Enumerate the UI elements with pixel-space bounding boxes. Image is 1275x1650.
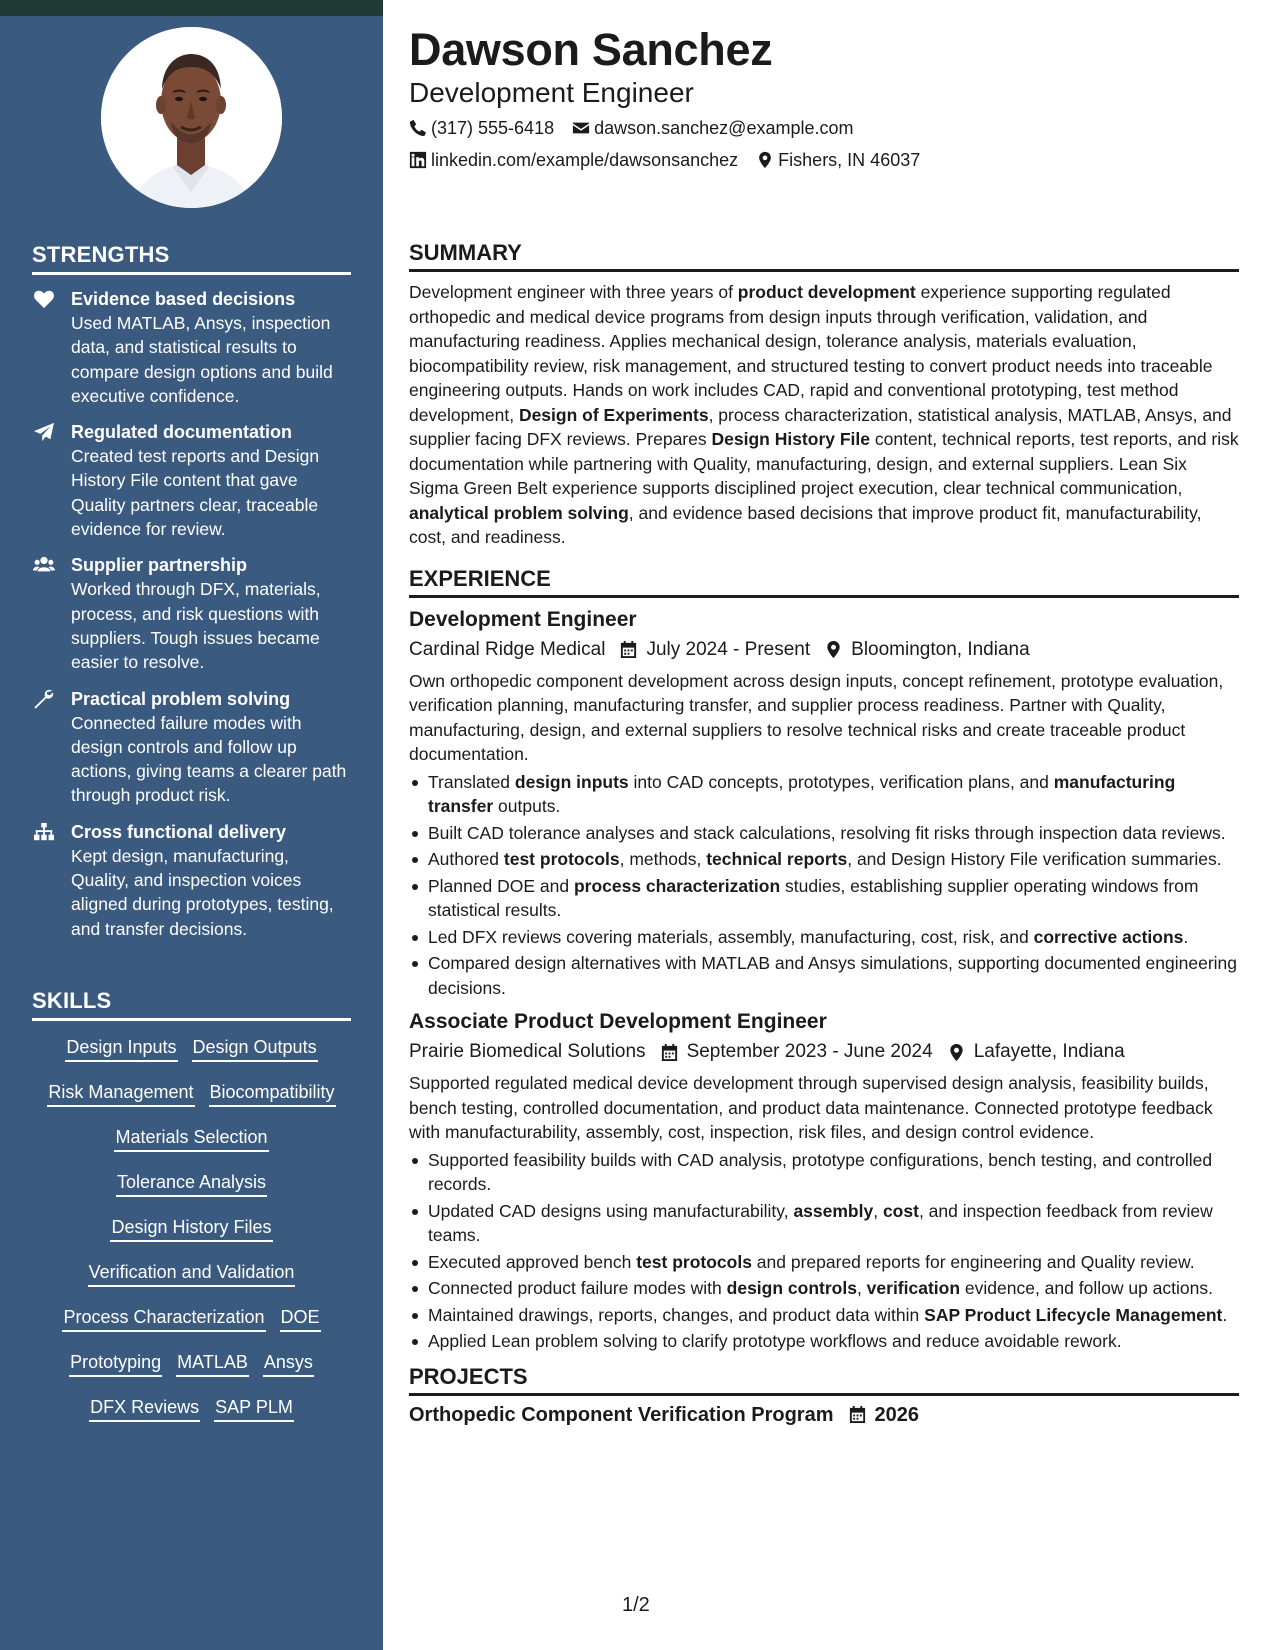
skill-row: [32, 1170, 351, 1215]
emphasis-text: verification: [866, 1278, 961, 1298]
job-location: [824, 637, 1030, 663]
body-text: Applied Lean problem solving to clarify prototype workflows and reduce avoidable rework.: [428, 1331, 1122, 1351]
strength-item: [32, 420, 351, 541]
envelope-icon: [572, 119, 590, 137]
bullet-item: [409, 951, 1239, 1000]
profile-photo: [101, 27, 282, 208]
contact-linkedin[interactable]: [409, 148, 738, 172]
skill-tag: DOE: [280, 1305, 321, 1332]
phone-text: (317) 555-6418: [431, 118, 555, 138]
body-text: outputs.: [493, 796, 561, 816]
map-pin-icon: [824, 640, 843, 659]
projects-heading: PROJECTS: [409, 1364, 1239, 1396]
strengths-section: [32, 242, 351, 941]
bullet-item: [409, 821, 1239, 846]
dates-text: September 2023 - June 2024: [686, 1041, 933, 1062]
calendar-icon: [848, 1405, 867, 1424]
job-description: Own orthopedic component development across design inputs, concept refinement, prototype evaluation, verification planning, manufacturing transfer, and supplier process readiness. Partner with Quality, manufacturing, design, and external suppliers to resolve technical risks and create traceable product documentation.: [409, 670, 1224, 764]
emphasis-text: test protocols: [503, 849, 620, 869]
skill-row: [32, 1215, 351, 1260]
strength-title: Evidence based decisions: [71, 289, 296, 309]
dates-text: July 2024 - Present: [646, 638, 811, 660]
job-title: Development Engineer: [409, 607, 637, 631]
body-text: Compared design alternatives with MATLAB and Ansys simulations, supporting documented engineering decisions.: [428, 953, 1238, 998]
skill-row: [32, 1305, 351, 1350]
main-content: [409, 0, 1239, 1428]
body-text: Supported feasibility builds with CAD analysis, prototype configurations, bench testing, and controlled records.: [428, 1149, 1213, 1194]
sidebar-top-accent: [0, 0, 383, 16]
body-text: Led DFX reviews covering materials, assembly, manufacturing, cost, risk, and: [428, 926, 1034, 947]
strength-description: Connected failure modes with design controls and follow up actions, giving teams a clearer path through product risk.: [71, 712, 347, 806]
strength-item: [32, 687, 351, 808]
skill-tag: Tolerance Analysis: [116, 1170, 267, 1197]
calendar-icon: [619, 640, 638, 659]
candidate-title: Development Engineer: [409, 77, 694, 108]
projects-section: [409, 1364, 1239, 1428]
body-text: , process characterization, statistical analysis, MATLAB, Ansys, and supplier facing DFX reviews. Prepares: [409, 404, 1232, 449]
body-text: Connected product failure modes with: [428, 1278, 727, 1298]
strength-title: Supplier partnership: [71, 555, 248, 576]
emphasis-text: product development: [737, 282, 916, 302]
skill-tag: Biocompatibility: [209, 1080, 336, 1107]
job-description: Supported regulated medical device development through supervised design analysis, feasibility builds, bench testing, controlled documentation, and product data maintenance. Connected prototype feedback with manufacturability, assembly, cost, inspection, risk files, and design control evidence.: [409, 1073, 1213, 1142]
skill-tag: DFX Reviews: [89, 1395, 200, 1422]
summary-text: [409, 280, 1239, 550]
body-text: evidence, and follow up actions.: [960, 1278, 1213, 1298]
skill-tag: Process Characterization: [62, 1305, 265, 1332]
emphasis-text: design inputs: [514, 771, 629, 792]
experience-heading: EXPERIENCE: [409, 566, 1239, 598]
heart-icon: [33, 289, 55, 309]
email-text[interactable]: dawson.sanchez@example.com: [594, 118, 854, 138]
job-meta: [409, 1039, 1239, 1065]
skills-heading: SKILLS: [32, 988, 351, 1021]
bullet-item: [409, 847, 1239, 872]
contact-row: [409, 116, 1239, 140]
job-bullets: [409, 770, 1239, 1001]
body-text: , and evidence based decisions that improve product fit, manufacturability, cost, and readiness.: [409, 502, 1202, 547]
linkedin-text[interactable]: linkedin.com/example/dawsonsanchez: [431, 150, 739, 170]
body-text: and prepared reports for engineering and Quality review.: [751, 1251, 1195, 1272]
job-dates: [619, 637, 810, 663]
bullet-item: [409, 770, 1239, 819]
sidebar: [0, 16, 383, 1650]
body-text: , and Design History File verification summaries.: [847, 849, 1222, 869]
contact-location: [756, 148, 920, 172]
skill-tag: Materials Selection: [114, 1125, 268, 1152]
job-location: [947, 1039, 1125, 1065]
skill-tag: Design Outputs: [192, 1035, 318, 1062]
location-text: Fishers, IN 46037: [778, 150, 921, 170]
project-date: [848, 1402, 920, 1428]
contact-email[interactable]: [572, 116, 853, 140]
job-meta: [409, 637, 1239, 663]
contact-phone: [409, 116, 554, 140]
body-text: Translated: [428, 771, 515, 792]
body-text: experience supporting regulated orthopedic and medical device programs from design inputs through verification, validation, and manufacturing readiness. Applies mechanical design, tolerance analysis, materials evaluation, biocompatibility review, risk management, and structured testing to convert product needs into traceable engineering outputs. Hands on work includes CAD, rapid and conventional prototyping, test method development,: [409, 282, 1213, 425]
bullet-item: [409, 1303, 1239, 1328]
job-entry: [409, 1008, 1239, 1354]
map-pin-icon: [947, 1043, 966, 1062]
strength-title: Regulated documentation: [71, 422, 293, 443]
company-text: Cardinal Ridge Medical: [409, 638, 606, 660]
job-company: [409, 637, 605, 663]
body-text: ,: [873, 1200, 883, 1221]
emphasis-text: Design of Experiments: [518, 404, 709, 425]
candidate-name: Dawson Sanchez: [409, 24, 773, 75]
body-text: Maintained drawings, reports, changes, and product data within: [428, 1304, 925, 1325]
map-pin-icon: [756, 151, 774, 169]
strength-description: Used MATLAB, Ansys, inspection data, and statistical results to compare design options and build executive confidence.: [71, 313, 333, 406]
skill-row: [32, 1080, 351, 1125]
job-dates: [660, 1039, 933, 1065]
skill-tag: Design History Files: [110, 1215, 272, 1242]
emphasis-text: technical reports: [706, 849, 848, 869]
skill-tag: MATLAB: [176, 1350, 249, 1377]
emphasis-text: test protocols: [636, 1251, 752, 1272]
experience-section: [409, 566, 1239, 1354]
skill-tag: Prototyping: [69, 1350, 162, 1377]
body-text: .: [1183, 926, 1189, 947]
strength-item: [32, 287, 351, 408]
calendar-icon: [660, 1043, 679, 1062]
contact-row: [409, 148, 1239, 172]
page-number: 1/2: [622, 1594, 650, 1616]
body-text: ,: [856, 1278, 867, 1298]
strength-description: Kept design, manufacturing, Quality, and inspection voices aligned during prototypes, testing, and transfer decisions.: [71, 845, 334, 939]
strengths-heading: STRENGTHS: [32, 242, 351, 275]
body-text: Updated CAD designs using manufacturability,: [428, 1200, 794, 1221]
body-text: , and inspection feedback from review teams.: [428, 1200, 1213, 1245]
skill-tag: Design Inputs: [65, 1035, 177, 1062]
project-entry: [409, 1402, 1239, 1428]
summary-section: [409, 240, 1239, 550]
bullet-item: [409, 874, 1239, 923]
skill-row: [32, 1035, 351, 1080]
location-text: Bloomington, Indiana: [851, 638, 1030, 660]
emphasis-text: cost: [882, 1200, 919, 1221]
emphasis-text: Design History File: [711, 429, 870, 449]
project-date-text: 2026: [874, 1403, 919, 1426]
bullet-item: [409, 1199, 1239, 1248]
body-text: Executed approved bench: [428, 1251, 637, 1272]
emphasis-text: corrective actions: [1033, 926, 1184, 947]
emphasis-text: SAP Product Lifecycle Management: [924, 1304, 1223, 1325]
users-icon: [33, 555, 55, 575]
body-text: .: [1222, 1304, 1228, 1325]
paper-plane-icon: [33, 422, 55, 442]
emphasis-text: assembly: [793, 1200, 874, 1221]
strength-title: Cross functional delivery: [71, 821, 287, 842]
body-text: content, technical reports, test reports, and risk documentation while partnering with Quality, manufacturing, design, and external suppliers. Lean Six Sigma Green Belt experience supports disciplined project execution, clear technical communication,: [409, 429, 1239, 498]
body-text: , methods,: [619, 849, 707, 869]
job-bullets: [409, 1148, 1239, 1354]
bullet-item: [409, 1250, 1239, 1275]
body-text: Development engineer with three years of: [409, 282, 738, 302]
strength-item: [32, 553, 351, 674]
job-company: [409, 1039, 646, 1065]
skill-tag: Verification and Validation: [88, 1260, 296, 1287]
skill-row: [32, 1395, 351, 1440]
strength-description: Worked through DFX, materials, process, and risk questions with suppliers. Tough issues became easier to resolve.: [71, 579, 321, 673]
job-title: Associate Product Development Engineer: [409, 1010, 827, 1033]
bullet-item: [409, 925, 1239, 950]
emphasis-text: process characterization: [573, 875, 781, 896]
phone-icon: [409, 119, 427, 137]
emphasis-text: analytical problem solving: [409, 502, 629, 523]
sitemap-icon: [33, 822, 55, 842]
bullet-item: [409, 1329, 1239, 1354]
body-text: Authored: [428, 849, 504, 869]
emphasis-text: manufacturing transfer: [428, 771, 1176, 816]
body-text: studies, establishing supplier operating windows from statistical results.: [428, 875, 1199, 920]
skill-tag: Risk Management: [47, 1080, 194, 1107]
job-entry: [409, 606, 1239, 1001]
skill-tag: SAP PLM: [214, 1395, 294, 1422]
company-text: Prairie Biomedical Solutions: [409, 1041, 646, 1062]
strength-title: Practical problem solving: [71, 688, 291, 709]
strength-description: Created test reports and Design History File content that gave Quality partners clear, traceable evidence for review.: [71, 446, 320, 540]
body-text: Planned DOE and: [428, 875, 574, 896]
strength-item: [32, 820, 351, 941]
body-text: into CAD concepts, prototypes, verification plans, and: [628, 771, 1054, 792]
skill-row: [32, 1125, 351, 1170]
wrench-icon: [33, 689, 55, 709]
project-title: [409, 1402, 834, 1428]
summary-heading: SUMMARY: [409, 240, 1239, 272]
body-text: Built CAD tolerance analyses and stack calculations, resolving fit risks through inspection data reviews.: [428, 822, 1226, 843]
linkedin-icon: [409, 151, 427, 169]
skills-section: [32, 988, 351, 1440]
skill-tag: Ansys: [263, 1350, 314, 1377]
location-text: Lafayette, Indiana: [973, 1041, 1125, 1062]
emphasis-text: design controls: [726, 1278, 857, 1298]
project-title-text: Orthopedic Component Verification Program: [409, 1403, 834, 1426]
skill-row: [32, 1260, 351, 1305]
skill-row: [32, 1350, 351, 1395]
bullet-item: [409, 1148, 1239, 1197]
bullet-item: [409, 1276, 1239, 1301]
